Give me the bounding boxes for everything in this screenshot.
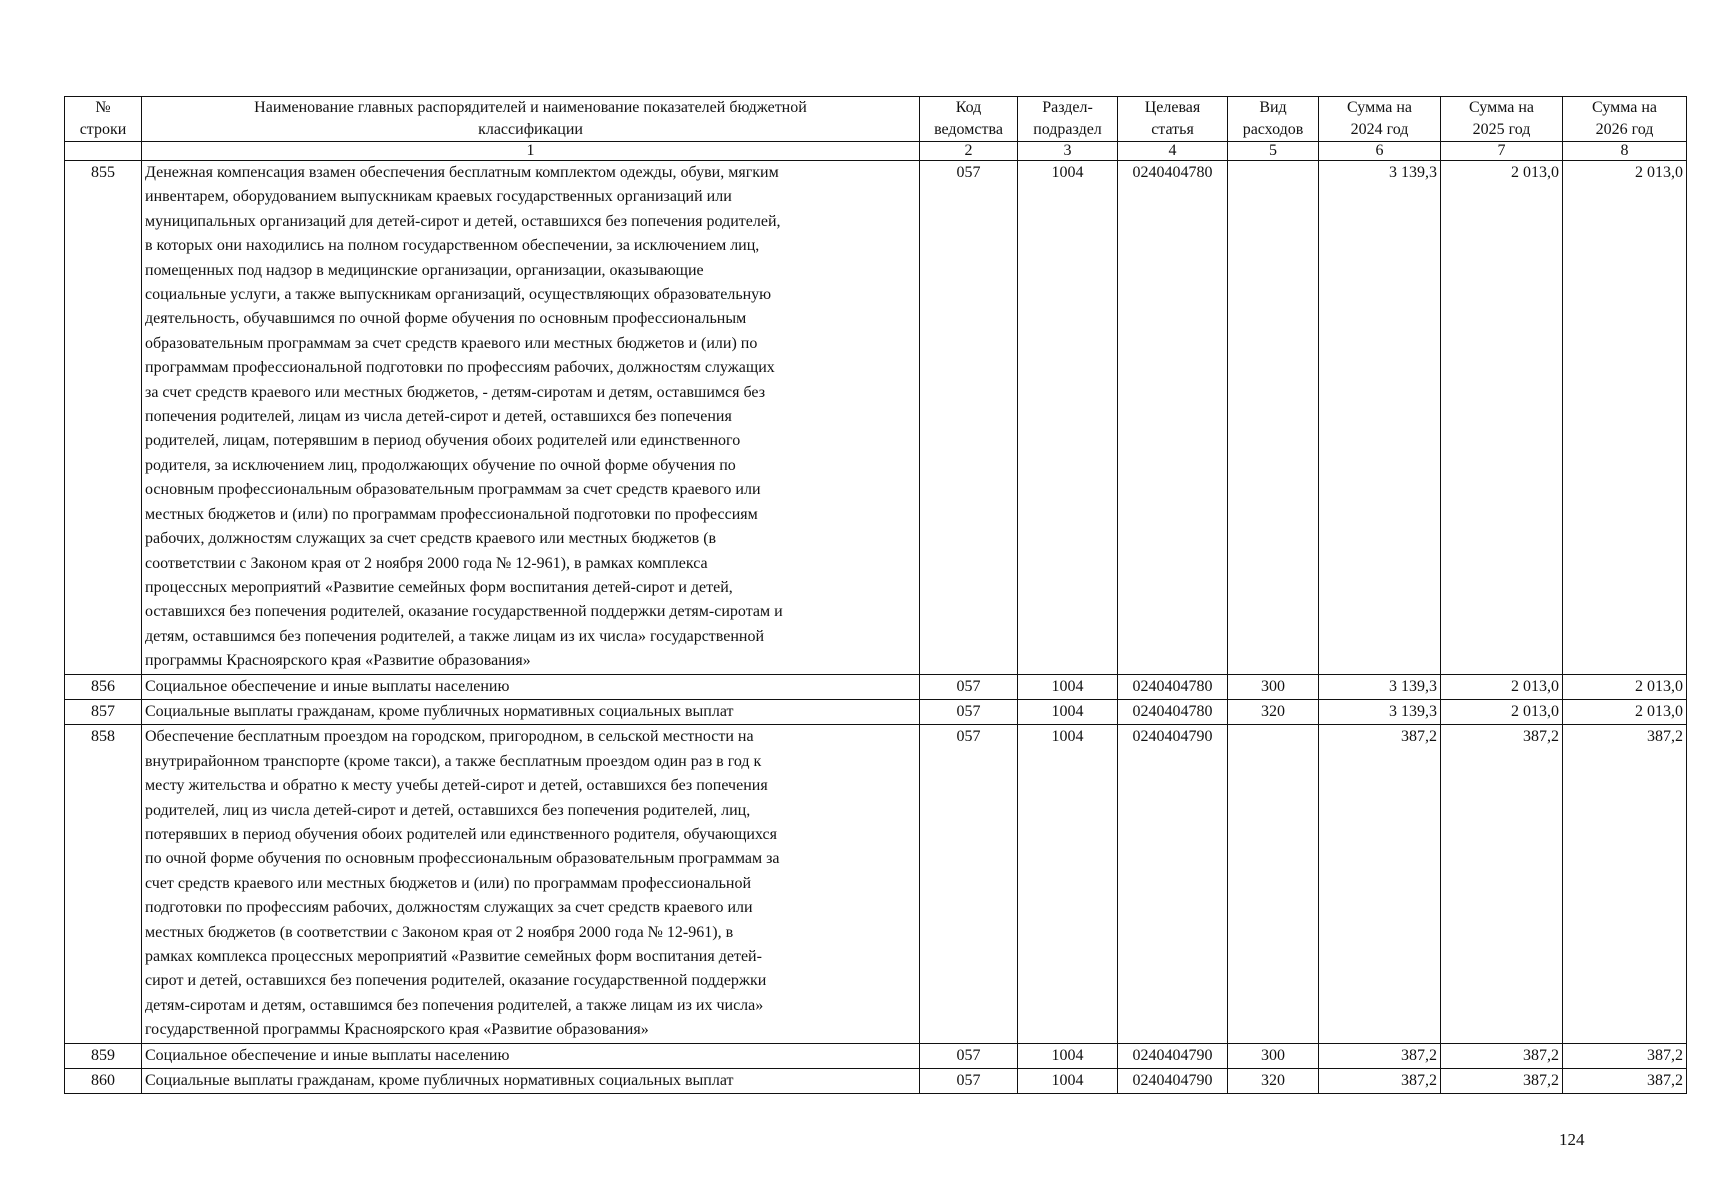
item-name-line: родителей, лицам, потерявшим в период обучения обоих родителей или единственного bbox=[145, 432, 741, 450]
department-code-cell: 057 bbox=[920, 725, 1018, 1043]
sum-2024-cell: 3 139,3 bbox=[1319, 699, 1441, 724]
item-name-line: Социальные выплаты гражданам, кроме публичных нормативных социальных выплат bbox=[145, 702, 734, 720]
expense-kind-cell: 320 bbox=[1228, 699, 1319, 724]
header-department-code: Код ведомства bbox=[920, 97, 1018, 142]
item-name-line: рамках комплекса процессных мероприятий «Развитие семейных форм воспитания детей- bbox=[145, 948, 762, 965]
table-body bbox=[65, 161, 1687, 1094]
item-name-line: подготовки по профессиям рабочих, должностям служащих за счет средств краевого или bbox=[145, 899, 753, 917]
item-name-line: потерявших в период обучения обоих родителей или единственного родителя, обучающихся bbox=[145, 825, 777, 843]
table-row bbox=[65, 699, 1687, 724]
sum-2026-cell: 2 013,0 bbox=[1563, 161, 1687, 675]
target-article-cell: 0240404780 bbox=[1118, 674, 1228, 699]
target-article-cell: 0240404790 bbox=[1118, 1069, 1228, 1094]
sum-2024-cell: 387,2 bbox=[1319, 1069, 1441, 1094]
sum-2025-cell: 2 013,0 bbox=[1441, 161, 1563, 675]
section-cell: 1004 bbox=[1018, 1069, 1118, 1094]
section-cell: 1004 bbox=[1018, 699, 1118, 724]
expense-kind-cell: 320 bbox=[1228, 1069, 1319, 1094]
item-name-line: процессных мероприятий «Развитие семейных форм воспитания детей-сирот и детей, bbox=[145, 578, 733, 596]
header-section: Раздел- подраздел bbox=[1018, 97, 1118, 142]
item-name-line: помещенных под надзор в медицинские организации, организации, оказывающие bbox=[145, 261, 704, 279]
item-name-cell bbox=[142, 674, 920, 699]
column-number: 1 bbox=[142, 142, 920, 161]
budget-table bbox=[64, 96, 1687, 1094]
header-sum-2026: Сумма на 2026 год bbox=[1563, 97, 1687, 142]
item-name-line: инвентарем, оборудованием выпускникам краевых государственных организаций или bbox=[145, 188, 732, 206]
expense-kind-cell bbox=[1228, 161, 1319, 675]
item-name-line: Обеспечение бесплатным проездом на городском, пригородном, в сельской местности на bbox=[145, 728, 754, 746]
sum-2025-cell: 2 013,0 bbox=[1441, 699, 1563, 724]
target-article-cell: 0240404780 bbox=[1118, 699, 1228, 724]
header-row bbox=[65, 97, 1687, 142]
sum-2026-cell: 2 013,0 bbox=[1563, 699, 1687, 724]
sum-2025-cell: 387,2 bbox=[1441, 725, 1563, 1043]
item-name-line: муниципальных организаций для детей-сирот и детей, оставшихся без попечения родителей, bbox=[145, 212, 781, 230]
item-name-line: Социальное обеспечение и иные выплаты населению bbox=[145, 1046, 510, 1064]
section-cell: 1004 bbox=[1018, 1043, 1118, 1068]
section-cell: 1004 bbox=[1018, 725, 1118, 1043]
expense-kind-cell: 300 bbox=[1228, 1043, 1319, 1068]
header-row-number: № строки bbox=[65, 97, 142, 142]
header-expense-kind: Вид расходов bbox=[1228, 97, 1319, 142]
sum-2024-cell: 3 139,3 bbox=[1319, 161, 1441, 675]
sum-2026-cell: 387,2 bbox=[1563, 725, 1687, 1043]
header-name: Наименование главных распорядителей и наименование показателей бюджетной классификации bbox=[142, 97, 920, 142]
item-name-line: социальные услуги, а также выпускникам организаций, осуществляющих образовательную bbox=[145, 286, 772, 304]
table-row bbox=[65, 725, 1687, 1043]
sum-2026-cell: 387,2 bbox=[1563, 1069, 1687, 1094]
section-cell: 1004 bbox=[1018, 161, 1118, 675]
item-name-line: деятельность, обучавшимся по очной форме обучения по основным профессиональным bbox=[145, 310, 747, 328]
item-name-line: Социальные выплаты гражданам, кроме публичных нормативных социальных выплат bbox=[145, 1072, 734, 1090]
column-number: 3 bbox=[1018, 142, 1118, 161]
sum-2024-cell: 3 139,3 bbox=[1319, 674, 1441, 699]
item-name-line: детям, оставшимся без попечения родителей, а также лицам из их числа» государственной bbox=[145, 627, 765, 645]
row-number-cell: 856 bbox=[65, 674, 142, 699]
row-number-cell: 859 bbox=[65, 1043, 142, 1068]
item-name-line: программы Красноярского края «Развитие образования» bbox=[145, 652, 531, 670]
item-name-line: внутрирайонном транспорте (кроме такси), а также бесплатным проездом один раз в год к bbox=[145, 752, 762, 770]
sum-2025-cell: 387,2 bbox=[1441, 1069, 1563, 1094]
item-name-line: рабочих, должностям служащих за счет средств краевого или местных бюджетов (в bbox=[145, 530, 717, 548]
item-name-line: Социальное обеспечение и иные выплаты населению bbox=[145, 677, 510, 695]
expense-kind-cell bbox=[1228, 725, 1319, 1043]
department-code-cell: 057 bbox=[920, 161, 1018, 675]
expense-kind-cell: 300 bbox=[1228, 674, 1319, 699]
row-number-cell: 857 bbox=[65, 699, 142, 724]
table-row bbox=[65, 1069, 1687, 1094]
item-name-line: месту жительства и обратно к месту учебы детей-сирот и детей, оставшихся без попечения bbox=[145, 777, 768, 795]
item-name-line: образовательным программам за счет средств краевого или местных бюджетов и (или) по bbox=[145, 334, 758, 352]
item-name-cell bbox=[142, 161, 920, 675]
target-article-cell: 0240404780 bbox=[1118, 161, 1228, 675]
row-number-cell: 858 bbox=[65, 725, 142, 1043]
item-name-cell bbox=[142, 1043, 920, 1068]
column-number: 8 bbox=[1563, 142, 1687, 161]
item-name-line: родителей, лиц из числа детей-сирот и детей, оставшихся без попечения родителей, лиц, bbox=[145, 801, 751, 819]
target-article-cell: 0240404790 bbox=[1118, 725, 1228, 1043]
page-number: 124 bbox=[1559, 1130, 1585, 1149]
item-name-line: в которых они находились на полном государственном обеспечении, за исключением лиц, bbox=[145, 237, 760, 255]
column-number: 2 bbox=[920, 142, 1018, 161]
table-row bbox=[65, 161, 1687, 675]
header-sum-2025: Сумма на 2025 год bbox=[1441, 97, 1563, 142]
table-row bbox=[65, 1043, 1687, 1068]
department-code-cell: 057 bbox=[920, 1069, 1018, 1094]
header-sum-2024: Сумма на 2024 год bbox=[1319, 97, 1441, 142]
item-name-line: соответствии с Законом края от 2 ноября 2000 года № 12-961), в рамках комплекса bbox=[145, 554, 708, 572]
department-code-cell: 057 bbox=[920, 674, 1018, 699]
item-name-line: попечения родителей, лицам из числа детей-сирот и детей, оставшихся без попечения bbox=[145, 408, 732, 426]
sum-2024-cell: 387,2 bbox=[1319, 725, 1441, 1043]
column-number: 6 bbox=[1319, 142, 1441, 161]
column-number: 4 bbox=[1118, 142, 1228, 161]
row-number-cell: 855 bbox=[65, 161, 142, 675]
row-number-cell: 860 bbox=[65, 1069, 142, 1094]
sum-2026-cell: 2 013,0 bbox=[1563, 674, 1687, 699]
department-code-cell: 057 bbox=[920, 1043, 1018, 1068]
item-name-cell bbox=[142, 699, 920, 724]
item-name-line: местных бюджетов (в соответствии с Законом края от 2 ноября 2000 года № 12-961), в bbox=[145, 923, 734, 941]
item-name-line: по очной форме обучения по основным профессиональным образовательным программам за bbox=[145, 850, 780, 868]
item-name-line: детям-сиротам и детям, оставшимся без попечения родителей, а также лицам из их числа» bbox=[145, 996, 764, 1014]
item-name-line: Денежная компенсация взамен обеспечения бесплатным комплектом одежды, обуви, мягким bbox=[145, 164, 779, 181]
item-name-cell bbox=[142, 1069, 920, 1094]
item-name-line: основным профессиональным образовательным программам за счет средств краевого или bbox=[145, 481, 761, 499]
item-name-line: государственной программы Красноярского края «Развитие образования» bbox=[145, 1021, 649, 1039]
item-name-line: счет средств краевого или местных бюджетов и (или) по программам профессиональной bbox=[145, 874, 752, 892]
item-name-line: за счет средств краевого или местных бюджетов, - детям-сиротам и детям, оставшимся без bbox=[145, 383, 766, 401]
sum-2026-cell: 387,2 bbox=[1563, 1043, 1687, 1068]
column-number: 5 bbox=[1228, 142, 1319, 161]
item-name-line: родителя, за исключением лиц, продолжающих обучение по очной форме обучения по bbox=[145, 456, 736, 474]
sum-2025-cell: 2 013,0 bbox=[1441, 674, 1563, 699]
department-code-cell: 057 bbox=[920, 699, 1018, 724]
column-number bbox=[65, 142, 142, 161]
sum-2025-cell: 387,2 bbox=[1441, 1043, 1563, 1068]
column-number: 7 bbox=[1441, 142, 1563, 161]
item-name-line: местных бюджетов и (или) по программам профессиональной подготовки по профессиям bbox=[145, 505, 758, 523]
item-name-line: программам профессиональной подготовки по профессиям рабочих, должностям служащих bbox=[145, 359, 775, 377]
header-target-article: Целевая статья bbox=[1118, 97, 1228, 142]
section-cell: 1004 bbox=[1018, 674, 1118, 699]
item-name-line: оставшихся без попечения родителей, оказание государственной поддержки детям-сиротам и bbox=[145, 603, 783, 621]
column-number-row bbox=[65, 142, 1687, 161]
table-row bbox=[65, 674, 1687, 699]
target-article-cell: 0240404790 bbox=[1118, 1043, 1228, 1068]
sum-2024-cell: 387,2 bbox=[1319, 1043, 1441, 1068]
item-name-cell bbox=[142, 725, 920, 1043]
item-name-line: сирот и детей, оставшихся без попечения родителей, оказание государственной поддержки bbox=[145, 972, 767, 990]
